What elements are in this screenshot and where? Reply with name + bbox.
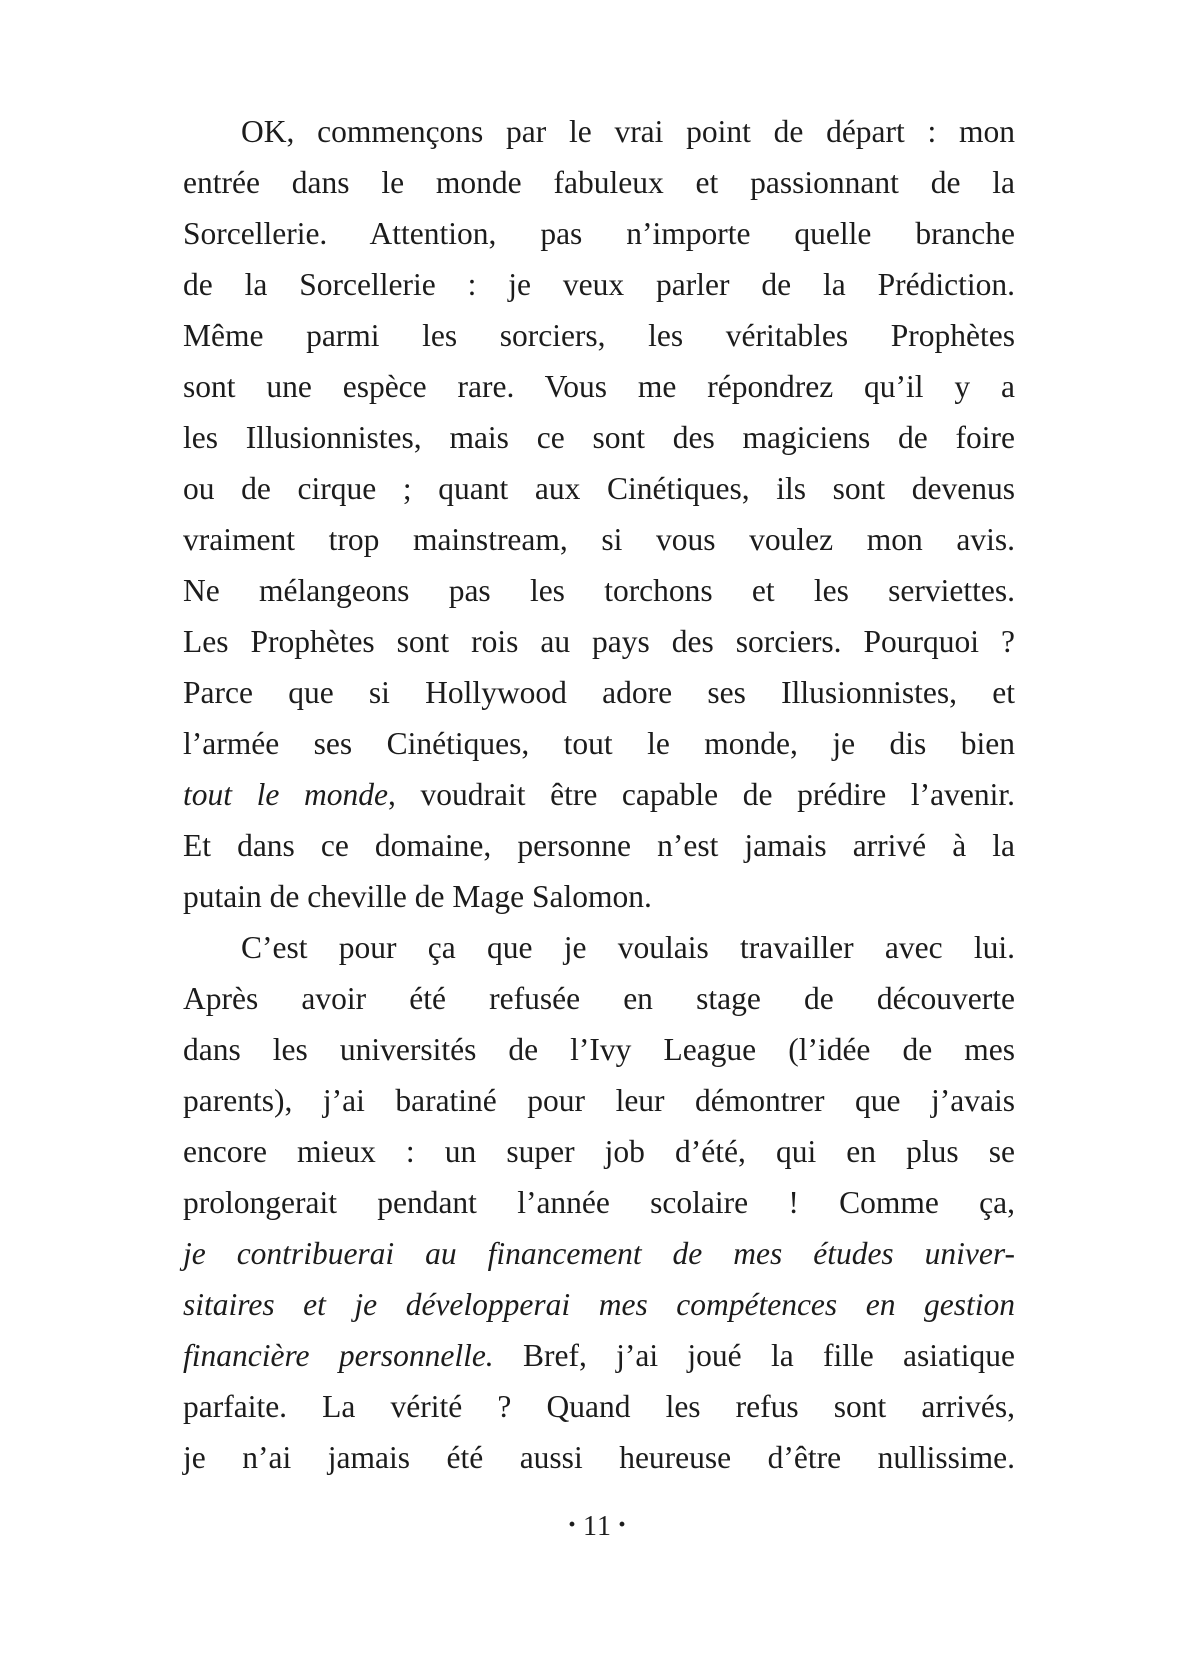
text-segment: ou de cirque ; quant aux Cinétiques, ils sont devenus xyxy=(183,471,1015,506)
text-segment: encore mieux : un super job d’été, qui en plus se xyxy=(183,1134,1015,1169)
text-segment: Et dans ce domaine, personne n’est jamais arrivé à la xyxy=(183,828,1015,863)
italic-text-segment: tout le monde xyxy=(183,777,388,812)
italic-text-segment: sitaires et je développerai mes compétences en gestion xyxy=(183,1287,1015,1322)
text-line xyxy=(183,1330,1015,1381)
text-segment: Après avoir été refusée en stage de découverte xyxy=(183,981,1015,1016)
text-segment: putain de cheville de Mage Salomon. xyxy=(183,879,652,914)
text-line xyxy=(183,667,1015,718)
text-line xyxy=(183,361,1015,412)
text-segment: Sorcellerie. Attention, pas n’importe quelle branche xyxy=(183,216,1015,251)
text-segment: Parce que si Hollywood adore ses Illusionnistes, et xyxy=(183,675,1015,710)
text-segment: dans les universités de l’Ivy League (l’idée de mes xyxy=(183,1032,1015,1067)
text-line xyxy=(183,157,1015,208)
text-line xyxy=(183,769,1015,820)
text-segment: Même parmi les sorciers, les véritables Prophètes xyxy=(183,318,1015,353)
italic-text-segment: je contribuerai au financement de mes études univer- xyxy=(183,1236,1015,1271)
page-number-value: 11 xyxy=(583,1511,612,1542)
text-segment: les Illusionnistes, mais ce sont des magiciens de foire xyxy=(183,420,1015,455)
text-line xyxy=(183,616,1015,667)
text-line xyxy=(183,412,1015,463)
text-line xyxy=(183,565,1015,616)
text-segment: sont une espèce rare. Vous me répondrez qu’il y a xyxy=(183,369,1015,404)
text-segment: je n’ai jamais été aussi heureuse d’être nullissime. xyxy=(183,1440,1015,1475)
text-line xyxy=(183,514,1015,565)
text-line xyxy=(183,1432,1015,1483)
text-line xyxy=(183,871,1015,922)
text-segment: Ne mélangeons pas les torchons et les serviettes. xyxy=(183,573,1015,608)
text-segment: , voudrait être capable de prédire l’avenir. xyxy=(387,777,1015,812)
text-segment: C’est pour ça que je voulais travailler avec lui. xyxy=(241,930,1015,965)
text-line xyxy=(183,1177,1015,1228)
text-line xyxy=(183,718,1015,769)
text-line xyxy=(183,259,1015,310)
text-line xyxy=(183,463,1015,514)
text-segment: l’armée ses Cinétiques, tout le monde, je dis bien xyxy=(183,726,1015,761)
text-line xyxy=(183,1126,1015,1177)
text-segment: prolongerait pendant l’année scolaire ! Comme ça, xyxy=(183,1185,1015,1220)
text-line xyxy=(183,1279,1015,1330)
text-line xyxy=(183,820,1015,871)
text-line xyxy=(183,1075,1015,1126)
text-segment: parents), j’ai baratiné pour leur démontrer que j’avais xyxy=(183,1083,1015,1118)
page-number-right-dot: · xyxy=(616,1508,628,1541)
text-line xyxy=(183,1228,1015,1279)
italic-text-segment: financière personnelle. xyxy=(183,1338,494,1373)
text-line xyxy=(183,1024,1015,1075)
page-number xyxy=(0,1506,1195,1547)
text-line xyxy=(183,1381,1015,1432)
text-line xyxy=(183,208,1015,259)
page-number-left-dot: · xyxy=(567,1508,579,1541)
text-line xyxy=(183,922,1015,973)
text-segment: vraiment trop mainstream, si vous voulez mon avis. xyxy=(183,522,1015,557)
body-text xyxy=(183,106,1015,1483)
text-segment: Bref, j’ai joué la fille asiatique xyxy=(493,1338,1015,1373)
text-segment: Les Prophètes sont rois au pays des sorciers. Pourquoi ? xyxy=(183,624,1015,659)
text-segment: entrée dans le monde fabuleux et passionnant de la xyxy=(183,165,1015,200)
text-line xyxy=(183,310,1015,361)
text-segment: parfaite. La vérité ? Quand les refus sont arrivés, xyxy=(183,1389,1015,1424)
text-line xyxy=(183,973,1015,1024)
text-line xyxy=(183,106,1015,157)
text-segment: de la Sorcellerie : je veux parler de la Prédiction. xyxy=(183,267,1015,302)
text-segment: OK, commençons par le vrai point de départ : mon xyxy=(241,114,1015,149)
